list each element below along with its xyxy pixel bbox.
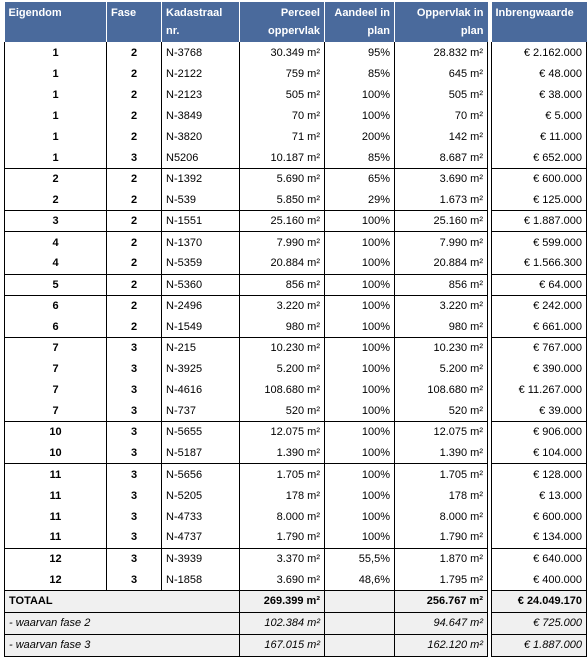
header-aandeel: Aandeel in plan — [325, 2, 395, 42]
kadastraal-cell: N-4733 — [162, 506, 240, 527]
perceel-oppervlak-cell: 25.160 m² — [240, 211, 325, 232]
table-row — [492, 147, 587, 168]
table-row — [492, 569, 587, 590]
perceel-oppervlak-cell: 3.690 m² — [240, 569, 325, 590]
table-row — [492, 253, 587, 274]
fase-cell: 3 — [107, 147, 162, 168]
empty-cell — [325, 634, 395, 656]
inbrengwaarde-cell: € 125.000 — [492, 190, 587, 211]
perceel-oppervlak-cell: 7.990 m² — [240, 232, 325, 253]
oppervlak-in-plan-cell: 1.390 m² — [395, 443, 488, 464]
fase-cell: 3 — [107, 358, 162, 379]
inbrengwaarde-cell: € 600.000 — [492, 506, 587, 527]
aandeel-cell: 100% — [325, 422, 395, 443]
kadastraal-cell: N-5656 — [162, 464, 240, 485]
eigendom-cell: 1 — [5, 147, 107, 168]
table-row — [492, 84, 587, 105]
inbrengwaarde-cell: € 652.000 — [492, 147, 587, 168]
table-row — [5, 253, 488, 274]
kadastraal-cell: N-3925 — [162, 358, 240, 379]
table-row — [492, 401, 587, 422]
fase-cell: 2 — [107, 63, 162, 84]
eigendom-cell: 11 — [5, 506, 107, 527]
oppervlak-in-plan-cell: 5.200 m² — [395, 358, 488, 379]
fase-cell: 2 — [107, 126, 162, 147]
kadastraal-cell: N-2123 — [162, 84, 240, 105]
totaal-inbrengwaarde: € 24.049.170 — [492, 590, 587, 612]
perceel-oppervlak-cell: 12.075 m² — [240, 422, 325, 443]
table-row — [5, 274, 488, 295]
table-row — [492, 126, 587, 147]
perceel-oppervlak-cell: 10.230 m² — [240, 337, 325, 358]
totaal-label: TOTAAL — [5, 590, 240, 612]
table-row — [5, 464, 488, 485]
inbrengwaarde-cell: € 39.000 — [492, 401, 587, 422]
fase-cell: 2 — [107, 316, 162, 337]
eigendom-cell: 7 — [5, 358, 107, 379]
inbrengwaarde-cell: € 38.000 — [492, 84, 587, 105]
totaal-perceel-oppervlak: 167.015 m² — [240, 634, 325, 656]
table-row — [5, 232, 488, 253]
table-row — [492, 190, 587, 211]
aandeel-cell: 55,5% — [325, 548, 395, 569]
fase-cell: 2 — [107, 190, 162, 211]
totaal-oppervlak-in-plan: 162.120 m² — [395, 634, 488, 656]
kadastraal-cell: N-2122 — [162, 63, 240, 84]
kadastraal-cell: N-3939 — [162, 548, 240, 569]
eigendom-cell: 6 — [5, 316, 107, 337]
table-row — [492, 295, 587, 316]
eigendom-cell: 12 — [5, 569, 107, 590]
aandeel-cell: 100% — [325, 274, 395, 295]
oppervlak-in-plan-cell: 3.690 m² — [395, 169, 488, 190]
inbrengwaarde-cell: € 104.000 — [492, 443, 587, 464]
eigendom-cell: 1 — [5, 42, 107, 63]
oppervlak-in-plan-cell: 142 m² — [395, 126, 488, 147]
inbrengwaarde-cell: € 64.000 — [492, 274, 587, 295]
perceel-oppervlak-cell: 5.200 m² — [240, 358, 325, 379]
table-row — [492, 337, 587, 358]
aandeel-cell: 100% — [325, 527, 395, 548]
inbrengwaarde-cell: € 640.000 — [492, 548, 587, 569]
kadastraal-cell: N-737 — [162, 401, 240, 422]
table-row — [492, 548, 587, 569]
fase-cell: 2 — [107, 232, 162, 253]
table-row — [5, 105, 488, 126]
perceel-oppervlak-cell: 71 m² — [240, 126, 325, 147]
empty-cell — [325, 590, 395, 612]
kadastraal-cell: N5206 — [162, 147, 240, 168]
perceel-oppervlak-cell: 1.790 m² — [240, 527, 325, 548]
kadastraal-cell: N-1858 — [162, 569, 240, 590]
inbrengwaarde-cell: € 134.000 — [492, 527, 587, 548]
kadastraal-cell: N-4737 — [162, 527, 240, 548]
perceel-oppervlak-cell: 759 m² — [240, 63, 325, 84]
fase-cell: 3 — [107, 422, 162, 443]
kadastraal-cell: N-5360 — [162, 274, 240, 295]
fase-cell: 2 — [107, 274, 162, 295]
aandeel-cell: 100% — [325, 316, 395, 337]
oppervlak-in-plan-cell: 505 m² — [395, 84, 488, 105]
table-row — [5, 169, 488, 190]
perceel-oppervlak-cell: 5.850 m² — [240, 190, 325, 211]
perceel-oppervlak-cell: 3.220 m² — [240, 295, 325, 316]
table-row — [5, 147, 488, 168]
oppervlak-in-plan-cell: 1.870 m² — [395, 548, 488, 569]
oppervlak-in-plan-cell: 10.230 m² — [395, 337, 488, 358]
table-row — [5, 84, 488, 105]
kadastraal-cell: N-1370 — [162, 232, 240, 253]
table-row — [492, 358, 587, 379]
totaal-perceel-oppervlak: 269.399 m² — [240, 590, 325, 612]
fase-cell: 2 — [107, 84, 162, 105]
fase-cell: 3 — [107, 569, 162, 590]
table-row — [5, 42, 488, 63]
aandeel-cell: 100% — [325, 211, 395, 232]
kadastraal-cell: N-1392 — [162, 169, 240, 190]
perceel-table — [4, 2, 488, 657]
fase-cell: 2 — [107, 211, 162, 232]
header-kadastraal: Kadastraal nr. — [162, 2, 240, 42]
totaal-oppervlak-in-plan: 94.647 m² — [395, 612, 488, 634]
kadastraal-cell: N-5655 — [162, 422, 240, 443]
table-row — [492, 506, 587, 527]
inbrengwaarde-cell: € 390.000 — [492, 358, 587, 379]
aandeel-cell: 65% — [325, 169, 395, 190]
aandeel-cell: 100% — [325, 380, 395, 401]
eigendom-cell: 11 — [5, 485, 107, 506]
eigendom-cell: 1 — [5, 63, 107, 84]
kadastraal-cell: N-1551 — [162, 211, 240, 232]
header-eigendom: Eigendom — [5, 2, 107, 42]
kadastraal-cell: N-3849 — [162, 105, 240, 126]
header-oppervlak-in-plan: Oppervlak in plan — [395, 2, 488, 42]
table-row — [5, 506, 488, 527]
perceel-oppervlak-cell: 108.680 m² — [240, 380, 325, 401]
perceel-oppervlak-cell: 505 m² — [240, 84, 325, 105]
inbrengwaarde-cell: € 11.000 — [492, 126, 587, 147]
inbrengwaarde-cell: € 13.000 — [492, 485, 587, 506]
table-row — [492, 527, 587, 548]
oppervlak-in-plan-cell: 1.705 m² — [395, 464, 488, 485]
kadastraal-cell: N-2496 — [162, 295, 240, 316]
perceel-oppervlak-cell: 1.390 m² — [240, 443, 325, 464]
kadastraal-cell: N-4616 — [162, 380, 240, 401]
aandeel-cell: 85% — [325, 147, 395, 168]
eigendom-cell: 6 — [5, 295, 107, 316]
aandeel-cell: 29% — [325, 190, 395, 211]
oppervlak-in-plan-cell: 178 m² — [395, 485, 488, 506]
perceel-oppervlak-cell: 8.000 m² — [240, 506, 325, 527]
totaal-oppervlak-in-plan: 256.767 m² — [395, 590, 488, 612]
eigendom-cell: 11 — [5, 527, 107, 548]
table-row — [5, 443, 488, 464]
table-row — [492, 169, 587, 190]
aandeel-cell: 100% — [325, 401, 395, 422]
table-row — [492, 105, 587, 126]
kadastraal-cell: N-1549 — [162, 316, 240, 337]
table-row — [492, 316, 587, 337]
aandeel-cell: 100% — [325, 464, 395, 485]
eigendom-cell: 4 — [5, 232, 107, 253]
oppervlak-in-plan-cell: 520 m² — [395, 401, 488, 422]
table-row — [492, 42, 587, 63]
aandeel-cell: 100% — [325, 84, 395, 105]
inbrengwaarde-cell: € 2.162.000 — [492, 42, 587, 63]
oppervlak-in-plan-cell: 108.680 m² — [395, 380, 488, 401]
totaal-label: - waarvan fase 2 — [5, 612, 240, 634]
inbrengwaarde-cell: € 600.000 — [492, 169, 587, 190]
eigendom-cell: 3 — [5, 211, 107, 232]
eigendom-cell: 5 — [5, 274, 107, 295]
totaal-row — [492, 590, 587, 612]
eigendom-cell: 1 — [5, 105, 107, 126]
table-row — [5, 485, 488, 506]
totaal-label: - waarvan fase 3 — [5, 634, 240, 656]
aandeel-cell: 100% — [325, 232, 395, 253]
table-row — [5, 569, 488, 590]
table-header-row — [5, 2, 488, 42]
totaal-inbrengwaarde: € 725.000 — [492, 612, 587, 634]
inbrengwaarde-cell: € 1.887.000 — [492, 211, 587, 232]
table-row — [492, 422, 587, 443]
table-row — [492, 443, 587, 464]
kadastraal-cell: N-3820 — [162, 126, 240, 147]
oppervlak-in-plan-cell: 28.832 m² — [395, 42, 488, 63]
aandeel-cell: 200% — [325, 126, 395, 147]
oppervlak-in-plan-cell: 856 m² — [395, 274, 488, 295]
oppervlak-in-plan-cell: 1.795 m² — [395, 569, 488, 590]
table-row — [5, 126, 488, 147]
eigendom-cell: 2 — [5, 169, 107, 190]
table-row — [5, 358, 488, 379]
table-row — [5, 548, 488, 569]
eigendom-cell: 10 — [5, 422, 107, 443]
table-row — [5, 401, 488, 422]
kadastraal-cell: N-5187 — [162, 443, 240, 464]
aandeel-cell: 100% — [325, 485, 395, 506]
oppervlak-in-plan-cell: 70 m² — [395, 105, 488, 126]
fase-cell: 3 — [107, 506, 162, 527]
aandeel-cell: 85% — [325, 63, 395, 84]
inbrengwaarde-cell: € 48.000 — [492, 63, 587, 84]
table-row — [492, 464, 587, 485]
perceel-oppervlak-cell: 178 m² — [240, 485, 325, 506]
perceel-oppervlak-cell: 5.690 m² — [240, 169, 325, 190]
eigendom-cell: 7 — [5, 401, 107, 422]
totaal-inbrengwaarde: € 1.887.000 — [492, 634, 587, 656]
perceel-oppervlak-cell: 30.349 m² — [240, 42, 325, 63]
subtotaal-row — [492, 634, 587, 656]
fase-cell: 2 — [107, 295, 162, 316]
fase-cell: 3 — [107, 485, 162, 506]
eigendom-cell: 12 — [5, 548, 107, 569]
eigendom-cell: 7 — [5, 380, 107, 401]
fase-cell: 3 — [107, 401, 162, 422]
aandeel-cell: 48,6% — [325, 569, 395, 590]
fase-cell: 2 — [107, 169, 162, 190]
table-row — [492, 485, 587, 506]
totaal-perceel-oppervlak: 102.384 m² — [240, 612, 325, 634]
table-row — [5, 211, 488, 232]
aandeel-cell: 100% — [325, 337, 395, 358]
oppervlak-in-plan-cell: 7.990 m² — [395, 232, 488, 253]
fase-cell: 2 — [107, 42, 162, 63]
inbrengwaarde-cell: € 11.267.000 — [492, 380, 587, 401]
oppervlak-in-plan-cell: 20.884 m² — [395, 253, 488, 274]
subtotaal-row — [5, 634, 488, 656]
inbrengwaarde-cell: € 242.000 — [492, 295, 587, 316]
fase-cell: 2 — [107, 253, 162, 274]
kadastraal-cell: N-215 — [162, 337, 240, 358]
kadastraal-cell: N-5205 — [162, 485, 240, 506]
table-row — [492, 63, 587, 84]
inbrengwaarde-cell: € 599.000 — [492, 232, 587, 253]
inbrengwaarde-cell: € 1.566.300 — [492, 253, 587, 274]
perceel-oppervlak-cell: 10.187 m² — [240, 147, 325, 168]
aandeel-cell: 100% — [325, 358, 395, 379]
eigendom-cell: 1 — [5, 126, 107, 147]
table-row — [492, 211, 587, 232]
oppervlak-in-plan-cell: 980 m² — [395, 316, 488, 337]
table-row — [492, 232, 587, 253]
table-row — [5, 527, 488, 548]
oppervlak-in-plan-cell: 645 m² — [395, 63, 488, 84]
perceel-oppervlak-cell: 3.370 m² — [240, 548, 325, 569]
header-inbrengwaarde: Inbrengwaarde — [492, 2, 587, 42]
aandeel-cell: 100% — [325, 506, 395, 527]
totaal-row — [5, 590, 488, 612]
subtotaal-row — [5, 612, 488, 634]
fase-cell: 2 — [107, 105, 162, 126]
table-row — [5, 63, 488, 84]
oppervlak-in-plan-cell: 8.687 m² — [395, 147, 488, 168]
fase-cell: 3 — [107, 464, 162, 485]
inbrengwaarde-cell: € 661.000 — [492, 316, 587, 337]
aandeel-cell: 100% — [325, 253, 395, 274]
perceel-oppervlak-cell: 20.884 m² — [240, 253, 325, 274]
table-row — [492, 274, 587, 295]
eigendom-cell: 2 — [5, 190, 107, 211]
inbrengwaarde-cell: € 5.000 — [492, 105, 587, 126]
table-row — [5, 380, 488, 401]
table-header-row — [492, 2, 587, 42]
fase-cell: 3 — [107, 380, 162, 401]
header-fase: Fase — [107, 2, 162, 42]
eigendom-cell: 7 — [5, 337, 107, 358]
inbrengwaarde-cell: € 906.000 — [492, 422, 587, 443]
inbrengwaarde-cell: € 400.000 — [492, 569, 587, 590]
subtotaal-row — [492, 612, 587, 634]
oppervlak-in-plan-cell: 1.673 m² — [395, 190, 488, 211]
aandeel-cell: 100% — [325, 443, 395, 464]
eigendom-cell: 10 — [5, 443, 107, 464]
perceel-oppervlak-cell: 980 m² — [240, 316, 325, 337]
eigendom-cell: 1 — [5, 84, 107, 105]
perceel-oppervlak-cell: 1.705 m² — [240, 464, 325, 485]
eigendom-cell: 11 — [5, 464, 107, 485]
aandeel-cell: 100% — [325, 105, 395, 126]
table-row — [5, 190, 488, 211]
fase-cell: 3 — [107, 337, 162, 358]
inbrengwaarde-cell: € 128.000 — [492, 464, 587, 485]
aandeel-cell: 100% — [325, 295, 395, 316]
fase-cell: 3 — [107, 527, 162, 548]
aandeel-cell: 95% — [325, 42, 395, 63]
oppervlak-in-plan-cell: 3.220 m² — [395, 295, 488, 316]
perceel-oppervlak-cell: 856 m² — [240, 274, 325, 295]
table-row — [5, 422, 488, 443]
header-perceel-oppervlak: Perceel oppervlak — [240, 2, 325, 42]
inbrengwaarde-table — [491, 2, 587, 657]
oppervlak-in-plan-cell: 12.075 m² — [395, 422, 488, 443]
table-row — [492, 380, 587, 401]
kadastraal-cell: N-3768 — [162, 42, 240, 63]
eigendom-cell: 4 — [5, 253, 107, 274]
perceel-oppervlak-cell: 520 m² — [240, 401, 325, 422]
table-row — [5, 295, 488, 316]
oppervlak-in-plan-cell: 1.790 m² — [395, 527, 488, 548]
perceel-oppervlak-cell: 70 m² — [240, 105, 325, 126]
fase-cell: 3 — [107, 548, 162, 569]
oppervlak-in-plan-cell: 25.160 m² — [395, 211, 488, 232]
inbrengwaarde-cell: € 767.000 — [492, 337, 587, 358]
table-row — [5, 337, 488, 358]
empty-cell — [325, 612, 395, 634]
oppervlak-in-plan-cell: 8.000 m² — [395, 506, 488, 527]
table-row — [5, 316, 488, 337]
kadastraal-cell: N-539 — [162, 190, 240, 211]
fase-cell: 3 — [107, 443, 162, 464]
kadastraal-cell: N-5359 — [162, 253, 240, 274]
